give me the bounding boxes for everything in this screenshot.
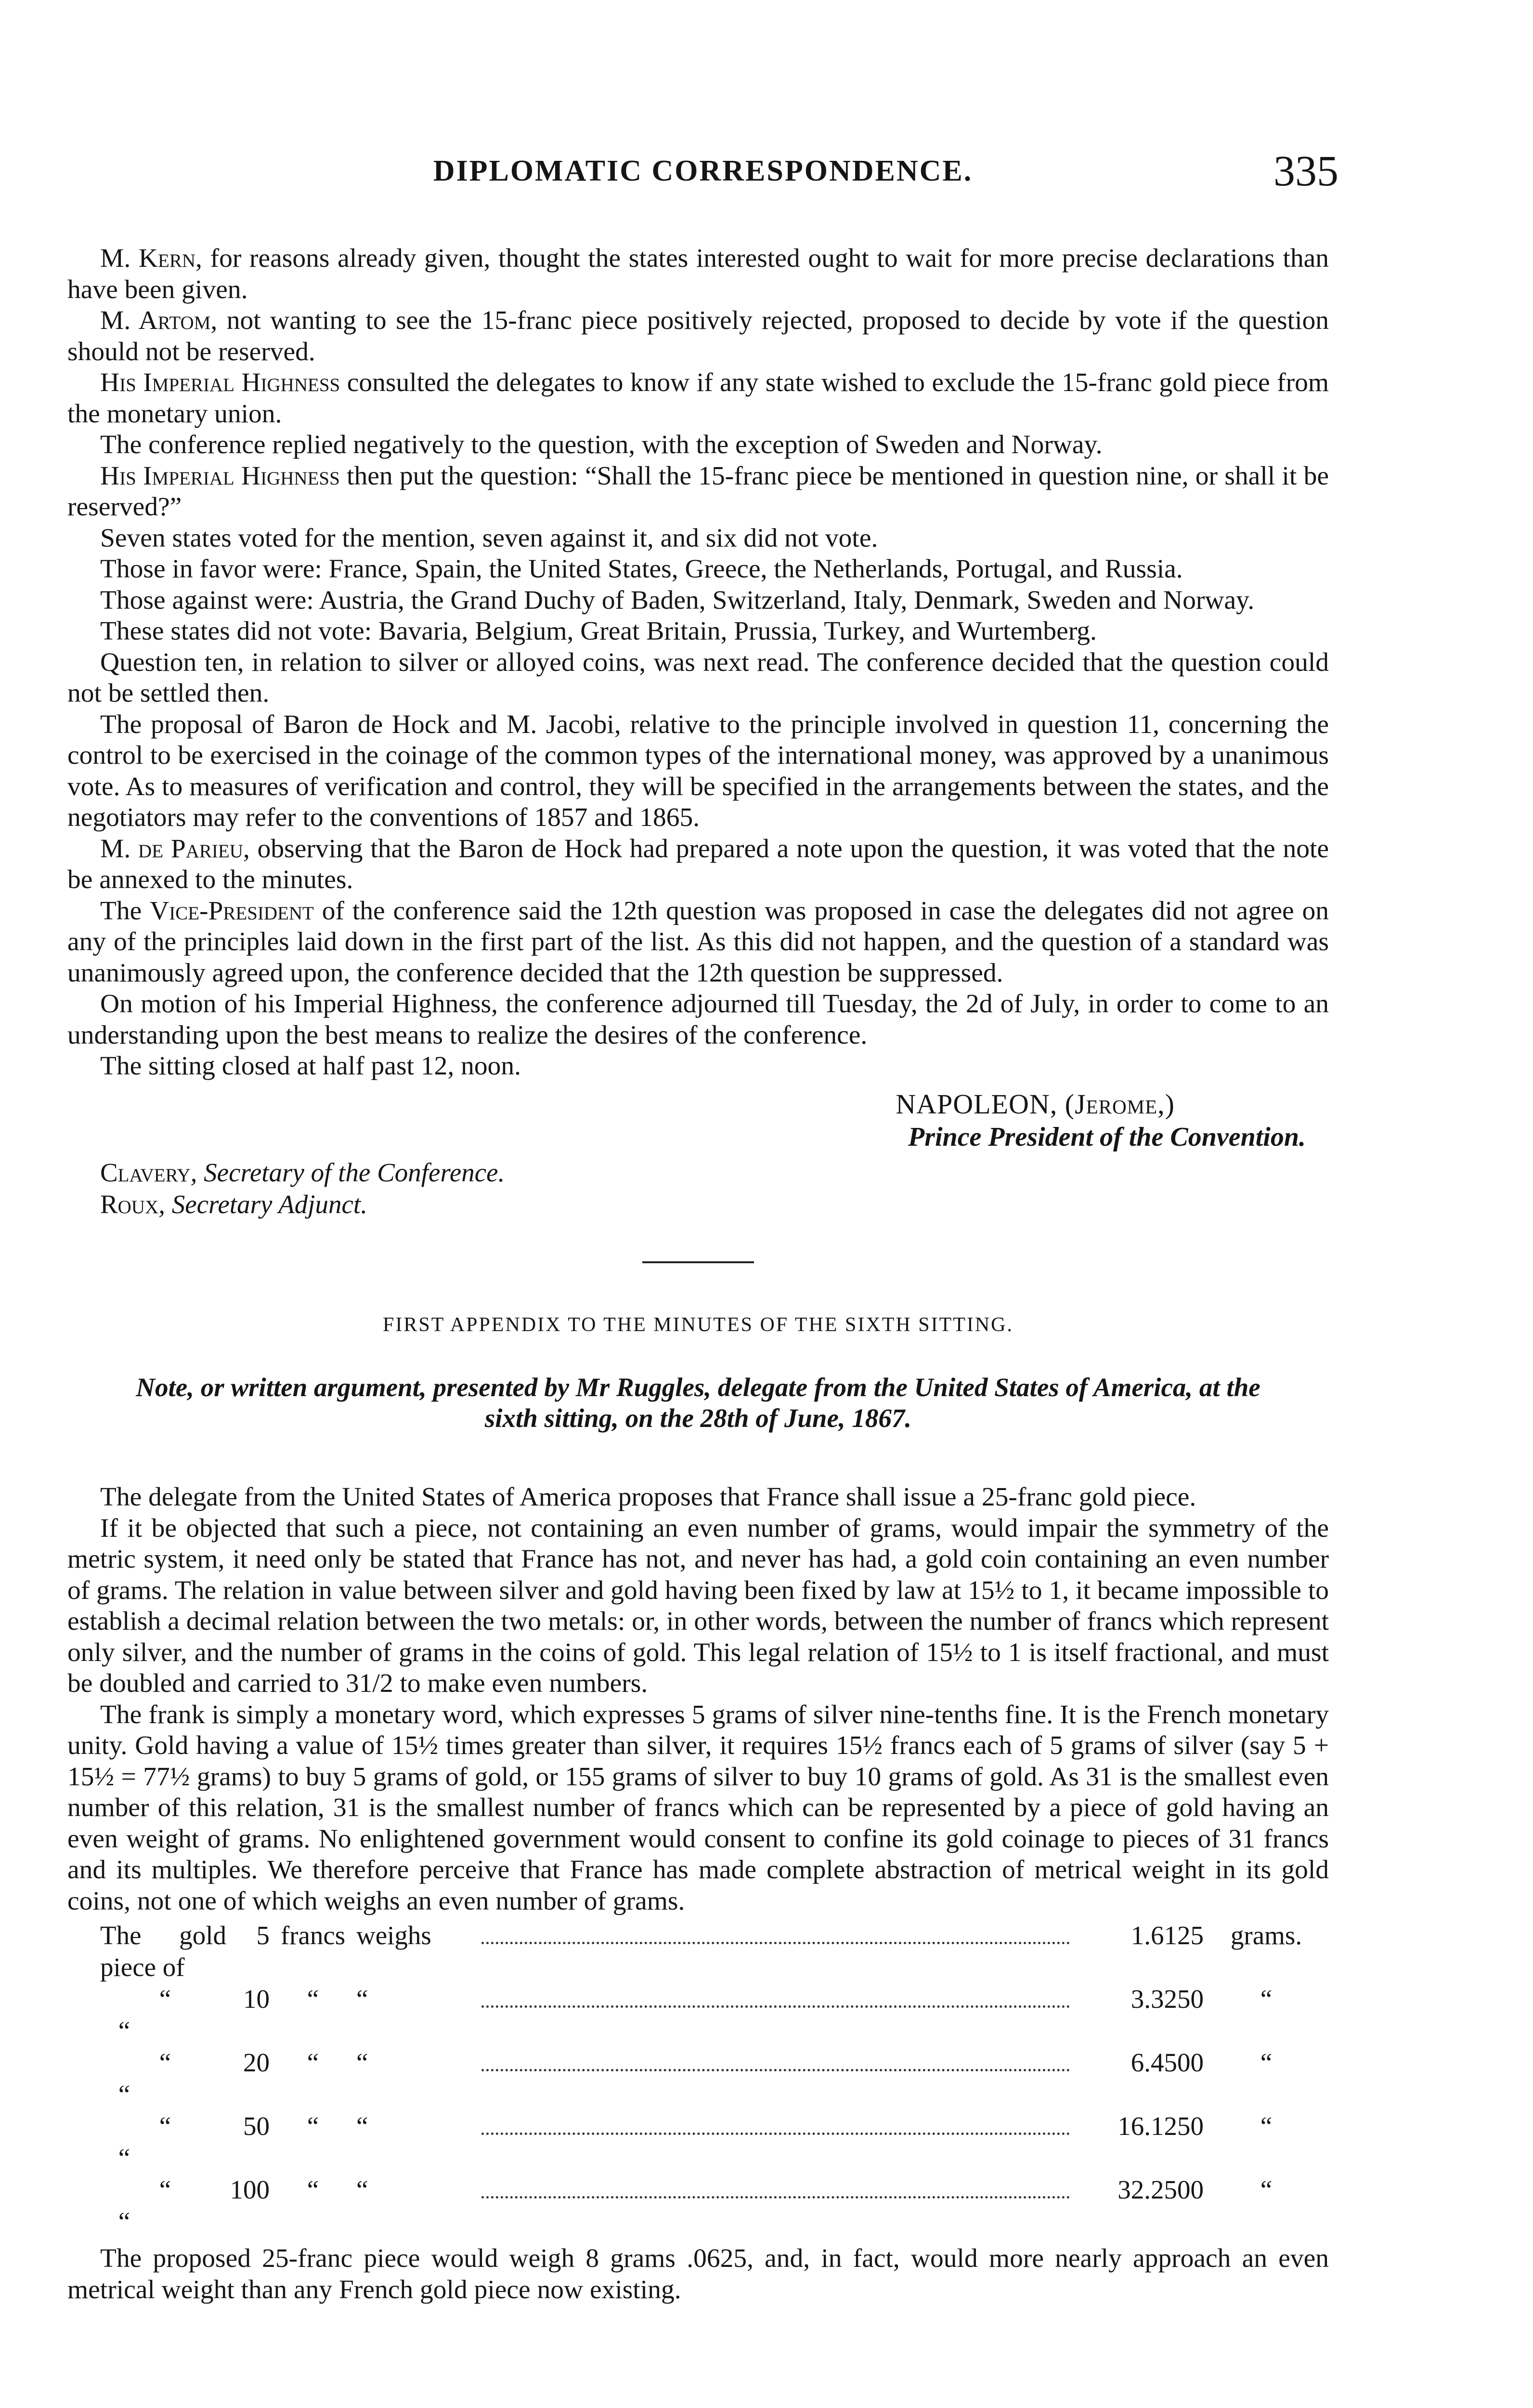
- row-lead: [67, 1983, 226, 2047]
- row-value: 32.2500: [1117, 2175, 1204, 2204]
- paragraph-vice-president: [67, 896, 1329, 989]
- row-lead: [67, 2174, 226, 2238]
- adjunct-line: [100, 1189, 367, 1220]
- body-text: [67, 243, 1329, 2305]
- row-word: “: [307, 2175, 319, 2204]
- dot-leaders: [481, 2005, 1070, 2008]
- running-title: DIPLOMATIC CORRESPONDENCE.: [433, 155, 973, 187]
- dot-leaders: [481, 1942, 1070, 1944]
- weights-row: [67, 1920, 1329, 1983]
- paragraph-parieu: [67, 834, 1329, 896]
- row-value: 6.4500: [1130, 2048, 1204, 2077]
- ditto-lead-1: “: [159, 1984, 171, 2014]
- paragraph-closed: The sitting closed at half past 12, noon.: [100, 1051, 521, 1081]
- row-unit: grams.: [1230, 1921, 1302, 1950]
- paragraph-proposal: The proposal of Baron de Hock and M. Jacobi, relative to the principle involved in question 11, concerning the control to be exercised in the coinage of the common types of the international money, was approved by a unanimous vote. As to measures of verification and control, they will be specified in the arrangements between the states, and the negotiators may refer to the conventions of 1857 and 1865.: [67, 709, 1329, 832]
- ditto-lead-1: “: [159, 2048, 171, 2077]
- speaker-name: His Imperial Highness: [100, 368, 340, 397]
- weights-row: [67, 2174, 1329, 2238]
- ditto-lead-2: “: [118, 2143, 130, 2172]
- section-divider: [642, 1261, 754, 1263]
- signature-block: [67, 1082, 1329, 1219]
- dot-leaders: [481, 2133, 1070, 2135]
- paragraph-text: then put the question: “Shall the 15-franc piece be mentioned in question nine, or shall it be reserved?”: [67, 461, 1329, 522]
- ditto-lead-2: “: [118, 2080, 130, 2109]
- paragraph-kern: [67, 243, 1329, 305]
- appendix-note: Note, or written argument, presented by Mr Ruggles, delegate from the United States of America, at the sixth sitting, on the 28th of June, 1867.: [136, 1373, 1260, 1433]
- row-word: “: [307, 1984, 319, 2014]
- row-verb: “: [356, 2048, 368, 2077]
- paragraph-artom: [67, 305, 1329, 367]
- dot-leaders: [481, 2196, 1070, 2199]
- row-word: francs: [280, 1921, 346, 1950]
- row-lead: [67, 2110, 226, 2174]
- paragraph-prefix: The: [100, 896, 150, 926]
- paragraph-text: consulted the delegates to know if any state wished to exclude the 15-franc gold piece from the monetary union.: [67, 368, 1329, 429]
- speaker-name: His Imperial Highness: [100, 461, 340, 491]
- row-unit: “: [1260, 1984, 1273, 2014]
- paragraph-conference-reply: The conference replied negatively to the question, with the exception of Sweden and Norway.: [100, 430, 1103, 459]
- paragraph-text: of the conference said the 12th question was proposed in case the delegates did not agree on any of the principles laid down in the first part of the list. As this did not happen, and the question of a standard was unanimously agreed upon, the conference decided that the 12th question be suppressed.: [67, 896, 1329, 988]
- speaker-name: Vice-President: [150, 896, 314, 926]
- page-number: 335: [1273, 147, 1338, 195]
- row-amount: 20: [243, 2048, 270, 2077]
- row-unit: “: [1260, 2048, 1273, 2077]
- weights-row: [67, 2047, 1329, 2110]
- adjunct-name: Roux: [100, 1189, 159, 1219]
- ditto-lead-1: “: [159, 2175, 171, 2204]
- ditto-lead-2: “: [118, 2016, 130, 2045]
- adjunct-role: , Secretary Adjunct.: [158, 1189, 367, 1219]
- row-unit: “: [1260, 2111, 1273, 2141]
- appendix-paragraph-2: If it be objected that such a piece, not containing an even number of grams, would impair the symmetry of the metric system, it need only be stated that France has not, and never has had, a gold coin containing an even number of grams. The relation in value between silver and gold having been fixed by law at 15½ to 1, it became impossible to establish a decimal relation between the two metals: or, in other words, between the number of francs which represent only silver, and the number of grams in the coins of gold. This legal relation of 15½ to 1 is itself fractional, and must be doubled and carried to 31/2 to make even numbers.: [67, 1513, 1329, 1698]
- paragraph-imperial-highness-2: [67, 461, 1329, 523]
- paragraph-imperial-highness-1: [67, 367, 1329, 430]
- speaker-name: M. de Parieu: [100, 834, 243, 864]
- row-verb: “: [356, 2175, 368, 2204]
- ditto-lead-2: “: [118, 2207, 130, 2236]
- weights-table: [67, 1920, 1329, 2238]
- paragraph-in-favor: Those in favor were: France, Spain, the United States, Greece, the Netherlands, Portugal, and Russia.: [100, 554, 1183, 584]
- appendix-paragraph-3: The frank is simply a monetary word, which expresses 5 grams of silver nine-tenths fine. It is the French monetary unity. Gold having a value of 15½ times greater than silver, it requires 15½ francs each of 5 grams of silver (say 5 + 15½ = 77½ grams) to buy 5 grams of gold, or 155 grams of silver to buy 10 grams of gold. As 31 is the smallest even number of this relation, 31 is the smallest number of francs which can be represented by a piece of gold having an even weight of grams. No enlightened government would consent to confine its gold coinage to pieces of 31 francs and its multiples. We therefore perceive that France has made complete abstraction of metrical weight in its gold coins, not one of which weighs an even number of grams.: [67, 1700, 1329, 1916]
- row-lead: The gold piece of: [100, 1921, 226, 1982]
- paragraph-text: , observing that the Baron de Hock had prepared a note upon the question, it was voted that the note be annexed to the minutes.: [67, 834, 1329, 894]
- signatory-title: Prince President of the Convention.: [908, 1122, 1306, 1152]
- row-amount: 10: [243, 1984, 270, 2014]
- dot-leaders: [481, 2069, 1070, 2071]
- paragraph-against: Those against were: Austria, the Grand Duchy of Baden, Switzerland, Italy, Denmark, Sweden and Norway.: [100, 585, 1255, 615]
- paragraph-no-vote: These states did not vote: Bavaria, Belgium, Great Britain, Prussia, Turkey, and Wurtemberg.: [100, 616, 1097, 646]
- row-amount: 100: [230, 2175, 270, 2204]
- weights-row: [67, 1983, 1329, 2047]
- row-value: 3.3250: [1130, 1984, 1204, 2014]
- row-verb: “: [356, 2111, 368, 2141]
- paragraph-motion: On motion of his Imperial Highness, the conference adjourned till Tuesday, the 2d of July, in order to come to an understanding upon the best means to realize the desires of the conference.: [67, 989, 1329, 1050]
- row-verb: weighs: [356, 1921, 431, 1950]
- secretary-line: [100, 1157, 505, 1189]
- paragraph-vote-count: Seven states voted for the mention, seven against it, and six did not vote.: [100, 523, 878, 553]
- row-amount: 5: [256, 1921, 270, 1950]
- speaker-name: M. Artom: [100, 306, 211, 335]
- signatory-name: NAPOLEON, (Jerome,): [896, 1088, 1175, 1120]
- row-value: 1.6125: [1130, 1921, 1204, 1950]
- appendix-paragraph-4: The proposed 25-franc piece would weigh 8 grams .0625, and, in fact, would more nearly approach an even metrical weight than any French gold piece now existing.: [67, 2244, 1329, 2304]
- paragraph-text: , for reasons already given, thought the states interested ought to wait for more precise declarations than have been given.: [67, 244, 1329, 304]
- weights-row: [67, 2110, 1329, 2174]
- appendix-heading: FIRST APPENDIX TO THE MINUTES OF THE SIXTH SITTING.: [382, 1313, 1014, 1336]
- secretary-name: Clavery: [100, 1157, 191, 1187]
- row-lead: [67, 2047, 226, 2110]
- row-unit: “: [1260, 2175, 1273, 2204]
- paragraph-text: , not wanting to see the 15-franc piece positively rejected, proposed to decide by vote if the question should not be reserved.: [67, 306, 1329, 366]
- row-word: “: [307, 2048, 319, 2077]
- paragraph-question-ten: Question ten, in relation to silver or alloyed coins, was next read. The conference decided that the question could not be settled then.: [67, 647, 1329, 708]
- row-amount: 50: [243, 2111, 270, 2141]
- running-header: [67, 147, 1338, 207]
- secretary-role: , Secretary of the Conference.: [190, 1157, 505, 1187]
- speaker-name: M. Kern: [100, 244, 196, 273]
- row-value: 16.1250: [1117, 2111, 1204, 2141]
- ditto-lead-1: “: [159, 2111, 171, 2141]
- row-verb: “: [356, 1984, 368, 2014]
- appendix-paragraph-1: The delegate from the United States of America proposes that France shall issue a 25-franc gold piece.: [100, 1482, 1196, 1512]
- row-word: “: [307, 2111, 319, 2141]
